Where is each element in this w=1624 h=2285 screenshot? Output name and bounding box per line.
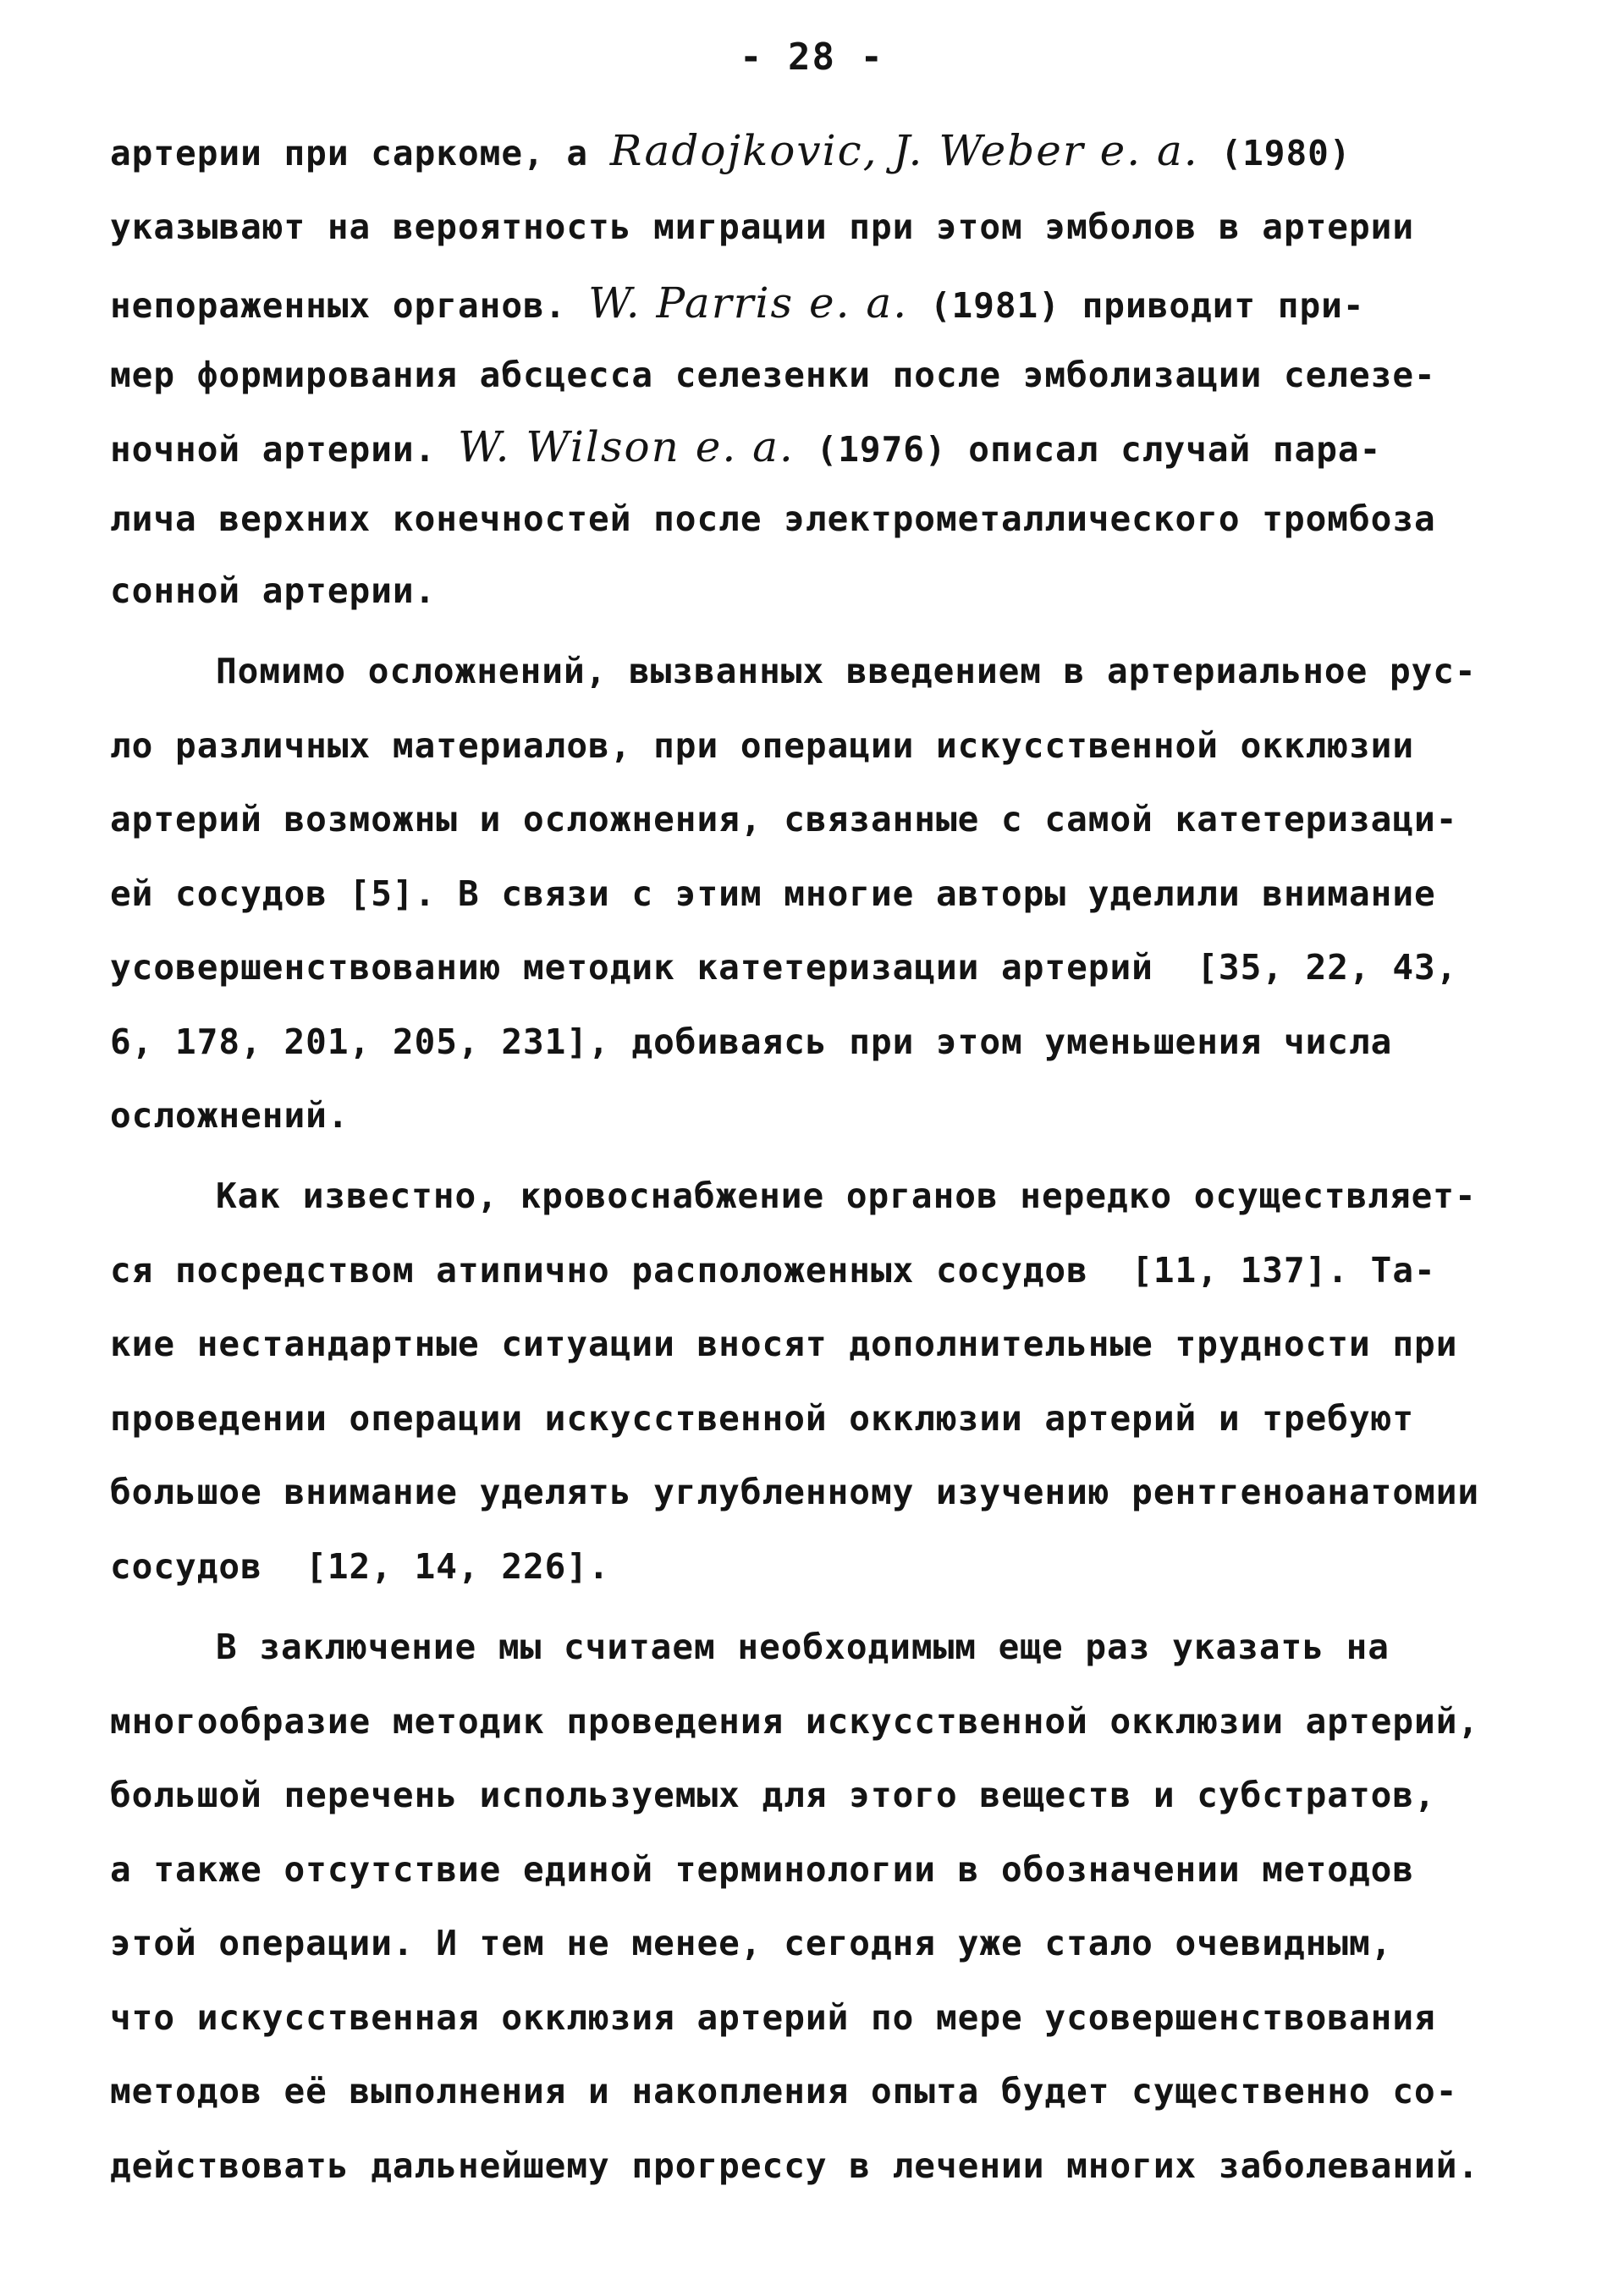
text-run: (1980) [1198, 133, 1351, 173]
paragraph-1-line-3 [110, 273, 1365, 333]
paragraph-2-line-1: Помимо осложнений, вызванных введением в артериальное рус- [216, 651, 1477, 691]
paragraph-3-line-6: сосудов [12, 14, 226]. [110, 1546, 610, 1587]
paragraph-1-line-1 [110, 121, 1351, 180]
paragraph-2-line-5: усовершенствованию методик катетеризации артерий [35, 22, 43, [110, 947, 1458, 988]
text-run: (1976) описал случай пара- [794, 429, 1382, 470]
paragraph-3-line-4: проведении операции искусственной окклюзии артерий и требуют [110, 1398, 1415, 1439]
paragraph-4-line-1: В заключение мы считаем необходимым еще раз указать на [216, 1627, 1390, 1667]
paragraph-4-line-4: а также отсутствие единой терминологии в обозначении методов [110, 1849, 1415, 1890]
paragraph-4-line-2: многообразие методик проведения искусственной окклюзии артерий, [110, 1701, 1480, 1742]
paragraph-4-line-8: действовать дальнейшему прогрессу в лечении многих заболеваний. [110, 2145, 1480, 2186]
paragraph-2-line-7: осложнений. [110, 1095, 350, 1136]
text-run: непораженных органов. [110, 285, 589, 326]
handwritten-authors: Radojkovic, J. Weber e. a. [609, 126, 1199, 175]
paragraph-1-line-7: сонной артерии. [110, 570, 437, 611]
paragraph-3-line-3: кие нестандартные ситуации вносят дополнительные трудности при [110, 1324, 1458, 1364]
paragraph-1-line-6: лича верхних конечностей после электрометаллического тромбоза [110, 498, 1436, 539]
paragraph-1-line-4: мер формирования абсцесса селезенки после эмболизации селезе- [110, 355, 1436, 395]
paragraph-1-line-2: указывают на вероятность миграции при этом эмболов в артерии [110, 206, 1415, 247]
paragraph-3-line-5: большое внимание уделять углубленному изучению рентгеноанатомии [110, 1472, 1480, 1512]
paragraph-4-line-7: методов её выполнения и накопления опыта будет существенно со- [110, 2071, 1458, 2112]
paragraph-2-line-6: 6, 178, 201, 205, 231], добиваясь при этом уменьшения числа [110, 1021, 1393, 1062]
paragraph-3-line-1: Как известно, кровоснабжение органов нередко осуществляет- [216, 1176, 1477, 1216]
paragraph-2-line-4: ей сосудов [5]. В связи с этим многие авторы уделили внимание [110, 873, 1436, 914]
paragraph-2-line-3: артерий возможны и осложнения, связанные с самой катетеризаци- [110, 799, 1458, 840]
text-run: (1981) приводит при- [908, 285, 1365, 326]
page-number: - 28 - [740, 36, 884, 79]
paragraph-4-line-6: что искусственная окклюзия артерий по мере усовершенствования [110, 1997, 1436, 2038]
text-run: ночной артерии. [110, 429, 458, 470]
handwritten-authors: W. Parris e. a. [588, 278, 909, 328]
paragraph-4-line-3: большой перечень используемых для этого веществ и субстратов, [110, 1775, 1436, 1815]
handwritten-authors: W. Wilson e. a. [457, 422, 795, 471]
paragraph-2-line-2: ло различных материалов, при операции искусственной окклюзии [110, 725, 1415, 766]
paragraph-4-line-5: этой операции. И тем не менее, сегодня уже стало очевидным, [110, 1923, 1393, 1963]
text-run: артерии при саркоме, а [110, 133, 610, 173]
paragraph-1-line-5 [110, 417, 1381, 476]
paragraph-3-line-2: ся посредством атипично расположенных сосудов [11, 137]. Та- [110, 1250, 1436, 1291]
